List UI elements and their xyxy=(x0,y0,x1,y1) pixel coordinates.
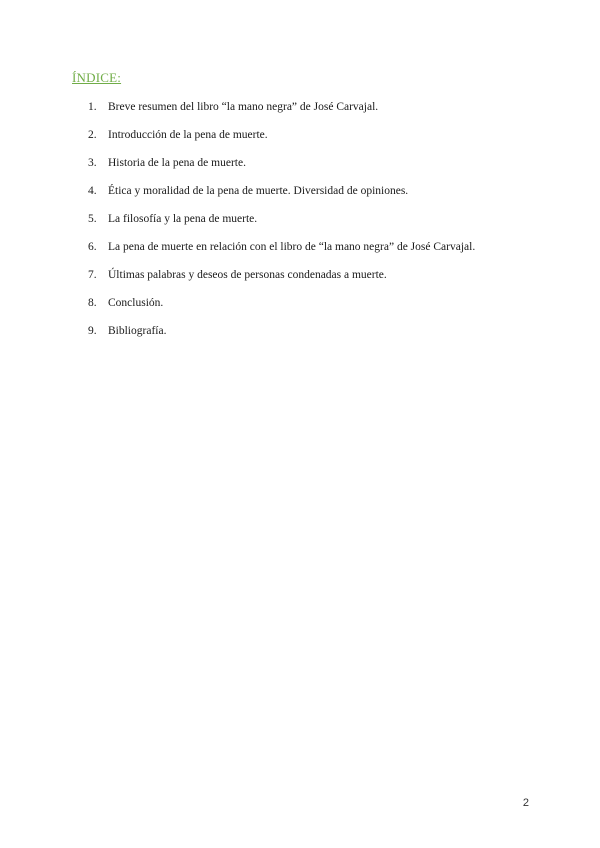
toc-item-number: 5. xyxy=(88,213,97,225)
toc-item-6 xyxy=(88,240,475,268)
toc-item-text: La filosofía y la pena de muerte. xyxy=(108,213,258,225)
table-of-contents xyxy=(88,100,475,352)
toc-item-5 xyxy=(88,212,475,240)
toc-item-text: Introducción de la pena de muerte. xyxy=(108,129,268,141)
toc-item-number: 4. xyxy=(88,185,97,197)
toc-item-4 xyxy=(88,184,475,212)
toc-item-number: 1. xyxy=(88,101,97,113)
toc-item-1 xyxy=(88,100,475,128)
toc-item-number: 6. xyxy=(88,241,97,253)
toc-item-2 xyxy=(88,128,475,156)
toc-item-number: 2. xyxy=(88,129,97,141)
toc-item-text: Conclusión. xyxy=(108,297,164,309)
index-title: ÍNDICE: xyxy=(72,70,122,85)
toc-item-text: Bibliografía. xyxy=(108,325,167,337)
toc-item-9 xyxy=(88,324,475,352)
toc-item-8 xyxy=(88,296,475,324)
toc-item-number: 9. xyxy=(88,325,97,337)
toc-item-number: 3. xyxy=(88,157,97,169)
toc-item-number: 8. xyxy=(88,297,97,309)
toc-item-text: Últimas palabras y deseos de personas condenadas a muerte. xyxy=(108,269,387,281)
toc-item-number: 7. xyxy=(88,269,97,281)
toc-item-3 xyxy=(88,156,475,184)
page-number: 2 xyxy=(522,797,529,809)
toc-item-text: Ética y moralidad de la pena de muerte. Diversidad de opiniones. xyxy=(108,185,409,197)
toc-item-text: Breve resumen del libro “la mano negra” de José Carvajal. xyxy=(108,101,379,113)
toc-item-text: La pena de muerte en relación con el libro de “la mano negra” de José Carvajal. xyxy=(108,241,476,253)
toc-item-text: Historia de la pena de muerte. xyxy=(108,157,246,169)
toc-item-7 xyxy=(88,268,475,296)
